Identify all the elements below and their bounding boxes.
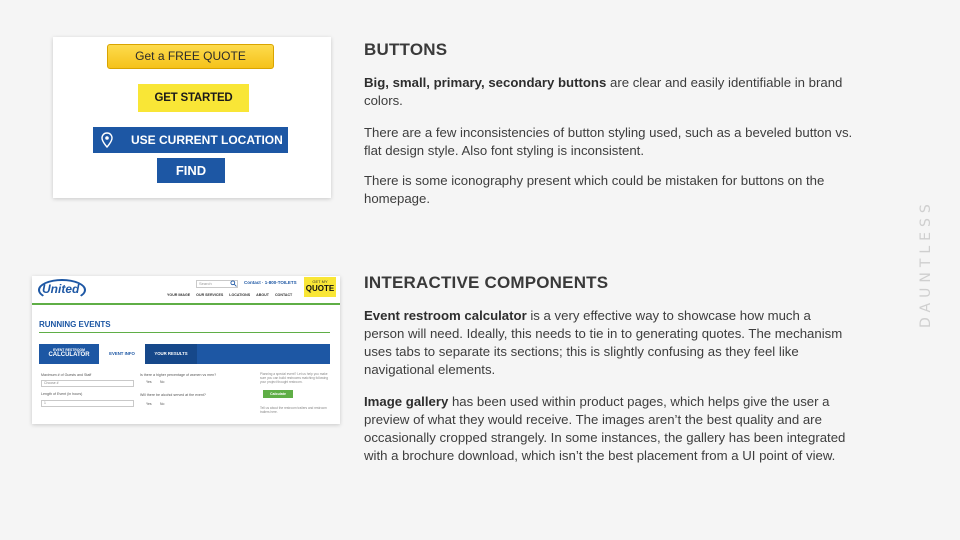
search-icon <box>230 280 237 287</box>
mini-radio-no-1: No <box>160 380 165 384</box>
mini-radio-no-2: No <box>160 402 165 406</box>
mini-length-select: 1 <box>41 400 134 407</box>
buttons-paragraph-2: There are a few inconsistencies of button styling used, such as a beveled button vs. flat design style. Also font styling is inconsistent. <box>364 125 853 158</box>
mini-guests-label: Maximum # of Guests and Staff <box>41 373 92 377</box>
mini-nav-item: CONTACT <box>274 293 293 297</box>
mini-note-top: Planning a special event? Let us help you make sure you can build restrooms matching following your project thought restroom. <box>260 372 329 385</box>
buttons-example-image <box>53 37 331 198</box>
mini-nav-item: LOCATIONS <box>229 293 251 297</box>
mini-tab-calculator <box>39 344 99 364</box>
map-pin-icon <box>101 132 113 148</box>
buttons-paragraph-1-bold: Big, small, primary, secondary buttons <box>364 75 607 90</box>
mini-calculate-button: Calculate <box>263 390 293 398</box>
mini-question-2: Will there be alcohol served at the event? <box>140 393 206 397</box>
mini-tab-your-results: YOUR RESULTS <box>145 344 197 364</box>
mini-page-title: RUNNING EVENTS <box>39 320 111 329</box>
mini-note-bottom: Tell us about the restroom trailers and restroom trailers here. <box>260 406 327 415</box>
mini-get-my-quote-button <box>304 277 336 297</box>
mini-radio-yes-1: Yes <box>146 380 152 384</box>
mini-nav-item: OUR SERVICES <box>196 293 224 297</box>
mini-search-input: Search <box>196 280 238 288</box>
components-heading: INTERACTIVE COMPONENTS <box>364 273 609 292</box>
buttons-paragraph-3: There is some iconography present which could be mistaken for buttons on the homepage. <box>364 173 825 206</box>
dauntless-watermark: DAUNTLESS <box>918 199 934 328</box>
components-paragraph-2 <box>364 393 854 465</box>
buttons-paragraph-1-rest: are clear and easily identifiable in brand colors. <box>364 75 843 108</box>
mini-guests-select: Choose # <box>41 380 134 387</box>
mini-tab-calculator-bottom: CALCULATOR <box>48 352 90 358</box>
mini-tab-calculator-top: EVENT RESTROOM <box>53 348 85 352</box>
mini-title-divider <box>39 332 330 333</box>
event-calculator-screenshot <box>32 276 340 424</box>
buttons-paragraph-1 <box>364 74 854 110</box>
use-current-location-label: USE CURRENT LOCATION <box>131 133 283 147</box>
use-current-location-button[interactable] <box>93 127 288 153</box>
find-button[interactable]: FIND <box>157 158 225 183</box>
get-free-quote-button[interactable]: Get a FREE QUOTE <box>107 44 274 69</box>
components-paragraph-1-bold: Event restroom calculator <box>364 308 527 323</box>
mini-nav-item: YOUR IMAGE <box>167 293 191 297</box>
mini-question-1: Is there a higher percentage of women vs men? <box>140 373 217 377</box>
mini-nav-item: ABOUT <box>256 293 269 297</box>
mini-radio-yes-2: Yes <box>146 402 152 406</box>
components-paragraph-1 <box>364 307 854 379</box>
mini-tab-bar <box>39 344 330 364</box>
components-paragraph-2-rest: has been used within product pages, which helps give the user a preview of what they would receive. The images aren’t the best quality and are occasionally cropped strangely. In some instances, the gallery has been integrated with a brochure download, which isn’t the best placement from a UI point of view. <box>364 394 846 463</box>
mini-length-label: Length of Event (in hours) <box>41 392 83 396</box>
mini-header-divider <box>32 303 340 305</box>
components-paragraph-1-rest: is a very effective way to showcase how much a person will need. Ideally, this needs to tie in to generating quotes. The mechanism uses tabs to separate its sections; this is slightly confusing as they feel like navigational elements. <box>364 308 843 377</box>
get-started-button[interactable]: GET STARTED <box>138 84 249 112</box>
mini-tab-event-info: EVENT INFO <box>99 344 145 364</box>
buttons-heading: BUTTONS <box>364 40 448 59</box>
components-paragraph-2-bold: Image gallery <box>364 394 449 409</box>
united-logo: United <box>42 282 80 296</box>
mini-quote-label: QUOTE <box>305 284 335 293</box>
mini-nav <box>167 293 302 297</box>
mini-get-my-label: GET MY <box>312 279 328 284</box>
mini-phone: Contact · 1-800-TOILETS <box>244 280 297 285</box>
